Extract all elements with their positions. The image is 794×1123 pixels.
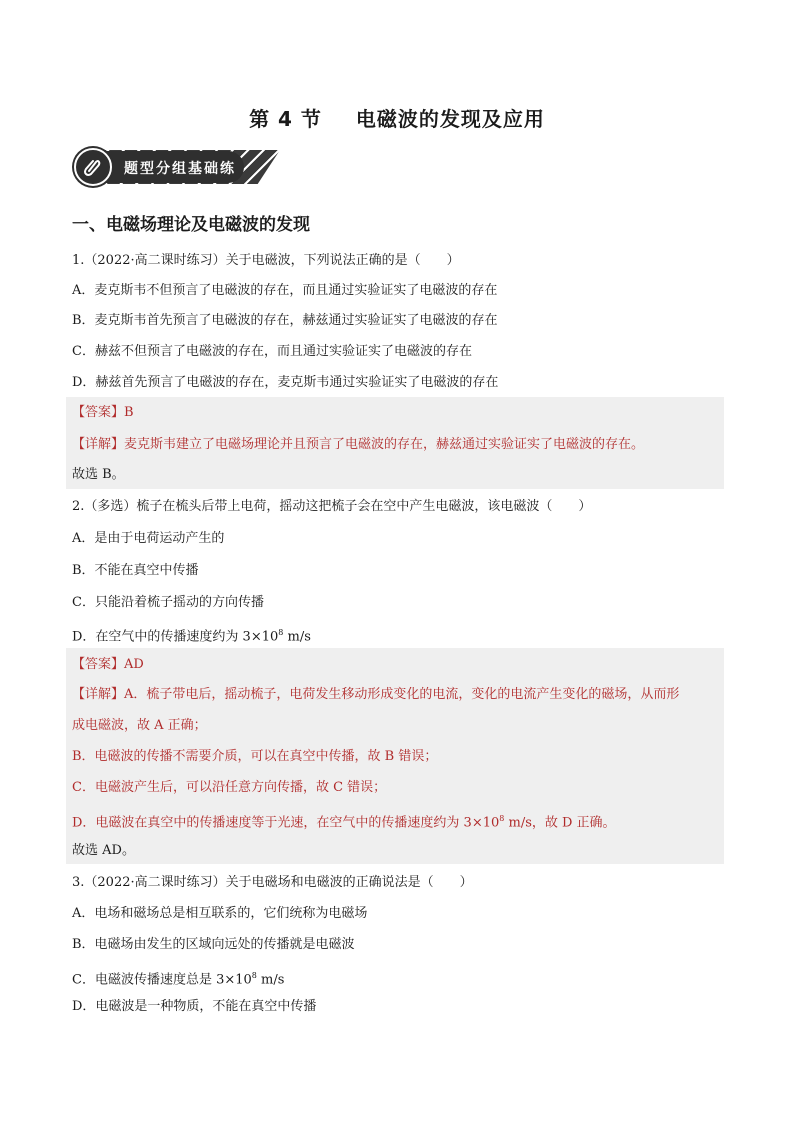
q2-option-d [72, 624, 311, 646]
q2-option-a: A．是由于电荷运动产生的 [72, 531, 225, 546]
q2-detail-a1 [72, 686, 679, 704]
section-name: 电磁波的发现及应用 [355, 107, 545, 131]
q1-conclusion: 故选 B。 [72, 467, 125, 482]
q3-stem: 3.（2022·高二课时练习）关于电磁场和电磁波的正确说法是（ ） [72, 875, 473, 890]
q2-detail-d-text: D．电磁波在真空中的传播速度等于光速，在空气中的传播速度约为 3×10 [72, 815, 500, 831]
answer-value: AD [124, 657, 144, 672]
section-heading: 一、电磁场理论及电磁波的发现 [72, 215, 310, 235]
q3-option-a: A．电场和磁场总是相互联系的，它们统称为电磁场 [72, 906, 368, 921]
unit: m/s [256, 972, 285, 988]
detail-text: 麦克斯韦建立了电磁场理论并且预言了电磁波的存在，赫兹通过实验证实了电磁波的存在。 [124, 437, 645, 452]
exponent: 8 [278, 628, 284, 637]
q1-option-b: B．麦克斯韦首先预言了电磁波的存在，赫兹通过实验证实了电磁波的存在 [72, 313, 498, 328]
page-title [0, 103, 794, 132]
q2-answer [72, 656, 144, 674]
exercise-banner [74, 148, 284, 186]
banner-label: 题型分组基础练 [124, 161, 236, 177]
exponent: 8 [499, 814, 505, 823]
q2-option-b: B．不能在真空中传播 [72, 563, 199, 578]
q3-option-c [72, 967, 284, 989]
exponent: 8 [251, 971, 257, 980]
q3-option-d: D．电磁波是一种物质，不能在真空中传播 [72, 999, 317, 1014]
answer-label: 【答案】 [72, 657, 125, 672]
detail-label: 【详解】 [72, 687, 125, 702]
answer-label: 【答案】 [72, 405, 125, 420]
q2-detail-d [72, 810, 616, 832]
paperclip-icon [83, 157, 103, 177]
q1-option-a: A．麦克斯韦不但预言了电磁波的存在，而且通过实验证实了电磁波的存在 [72, 283, 498, 298]
answer-value: B [124, 405, 134, 420]
q2-detail-a2: 成电磁波，故 A 正确； [72, 718, 207, 733]
q2-detail-c: C．电磁波产生后，可以沿任意方向传播，故 C 错误； [72, 780, 387, 795]
q1-answer [72, 404, 134, 422]
q2-option-c: C．只能沿着梳子摇动的方向传播 [72, 595, 264, 610]
q1-detail [72, 436, 644, 454]
detail-text: A．梳子带电后，摇动梳子，电荷发生移动形成变化的电流，变化的电流产生变化的磁场，从而形 [124, 687, 680, 702]
q2-option-d-text: D．在空气中的传播速度约为 3×10 [72, 629, 279, 645]
banner-circle [74, 148, 112, 186]
detail-label: 【详解】 [72, 437, 125, 452]
q2-detail-b: B．电磁波的传播不需要介质，可以在真空中传播，故 B 错误； [72, 749, 438, 764]
q2-detail-d-tail: m/s，故 D 正确。 [504, 815, 616, 831]
q1-stem: 1.（2022·高二课时练习）关于电磁波，下列说法正确的是（ ） [72, 253, 460, 268]
unit: m/s [283, 629, 311, 645]
q1-option-d: D．赫兹首先预言了电磁波的存在，麦克斯韦通过实验证实了电磁波的存在 [72, 375, 499, 390]
section-number: 第 4 节 [249, 107, 322, 131]
q3-option-c-text: C．电磁波传播速度总是 3×10 [72, 972, 252, 988]
q3-option-b: B．电磁场由发生的区域向远处的传播就是电磁波 [72, 937, 355, 952]
q1-option-c: C．赫兹不但预言了电磁波的存在，而且通过实验证实了电磁波的存在 [72, 344, 472, 359]
q2-stem: 2.（多选）梳子在梳头后带上电荷，摇动这把梳子会在空中产生电磁波，该电磁波（ ） [72, 499, 592, 514]
q2-conclusion: 故选 AD。 [72, 843, 135, 858]
